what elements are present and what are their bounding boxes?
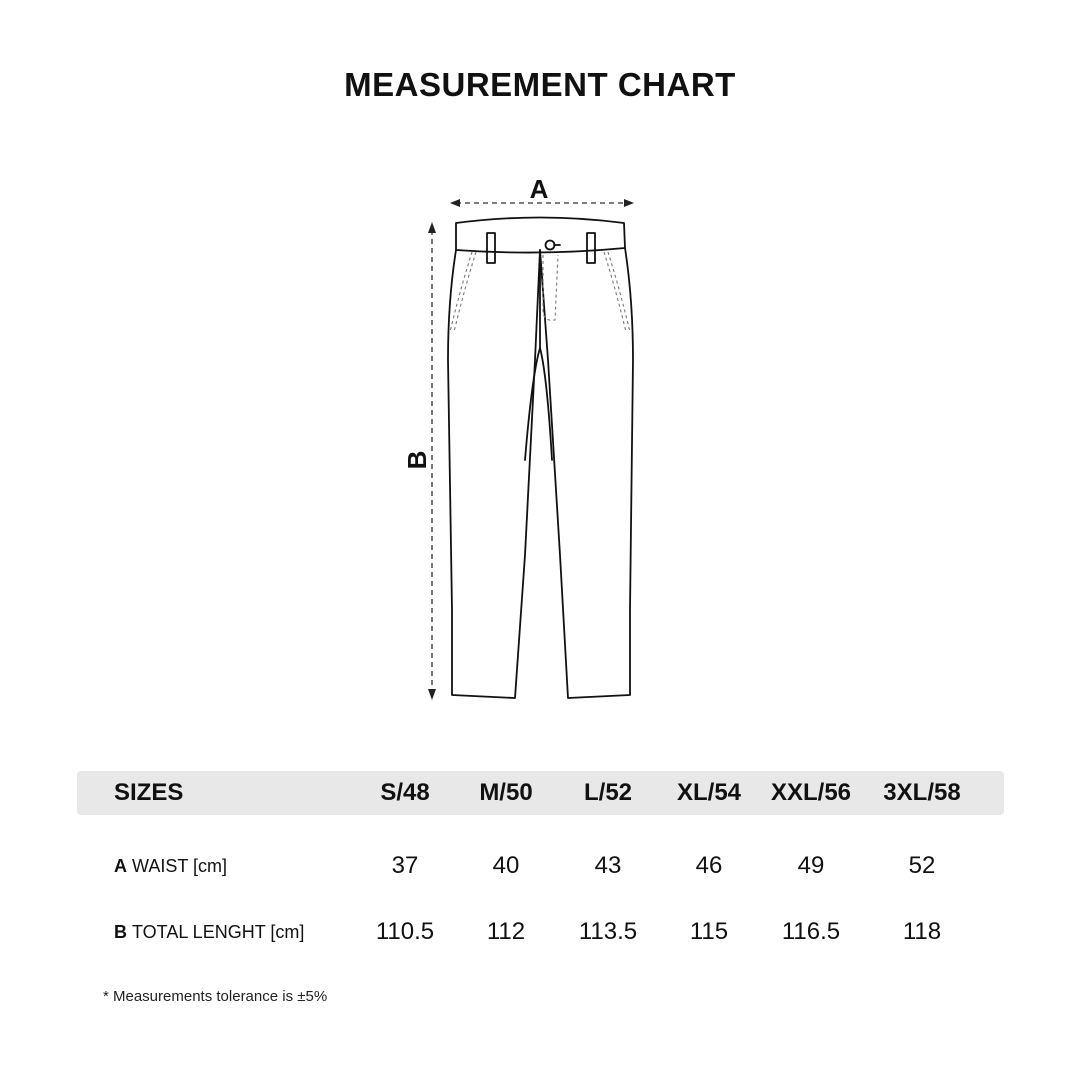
- tolerance-footnote: * Measurements tolerance is ±5%: [103, 988, 328, 1005]
- row-label-text: WAIST [cm]: [132, 855, 228, 876]
- label-a: A: [529, 174, 549, 204]
- size-table-header: [77, 771, 1004, 815]
- waist-dimension: [450, 174, 634, 207]
- row-label: [114, 833, 374, 899]
- size-header: XXL/56: [770, 779, 852, 806]
- table-row-length: [77, 899, 1004, 965]
- label-b: B: [402, 450, 432, 470]
- table-cell: 37: [391, 852, 419, 879]
- row-letter: B: [114, 921, 127, 942]
- size-header: 3XL/58: [883, 779, 961, 806]
- table-row-waist: [77, 833, 1004, 899]
- pants-diagram: [380, 160, 680, 720]
- table-cell: 52: [908, 852, 936, 879]
- table-cell: 115: [689, 918, 729, 945]
- row-label-text: TOTAL LENGHT [cm]: [132, 921, 305, 942]
- size-header: M/50: [479, 779, 533, 806]
- length-dimension: [402, 222, 436, 700]
- row-letter: A: [114, 855, 127, 876]
- table-cell: 46: [695, 852, 723, 879]
- table-cell: 49: [797, 852, 825, 879]
- pants-illustration: [380, 160, 680, 720]
- row-label: [114, 899, 374, 965]
- table-cell: 113.5: [578, 918, 638, 945]
- size-header: L/52: [583, 779, 633, 806]
- sizes-header-label: SIZES: [114, 779, 184, 806]
- table-cell: 43: [594, 852, 622, 879]
- size-header: XL/54: [676, 779, 742, 806]
- table-cell: 40: [492, 852, 520, 879]
- pants-outline: [448, 218, 633, 699]
- page-title: MEASUREMENT CHART: [344, 66, 736, 103]
- table-cell: 110.5: [375, 918, 435, 945]
- size-table: [77, 771, 1004, 965]
- table-cell: 116.5: [781, 918, 841, 945]
- table-cell: 118: [902, 918, 942, 945]
- size-header: S/48: [380, 779, 430, 806]
- table-cell: 112: [486, 918, 526, 945]
